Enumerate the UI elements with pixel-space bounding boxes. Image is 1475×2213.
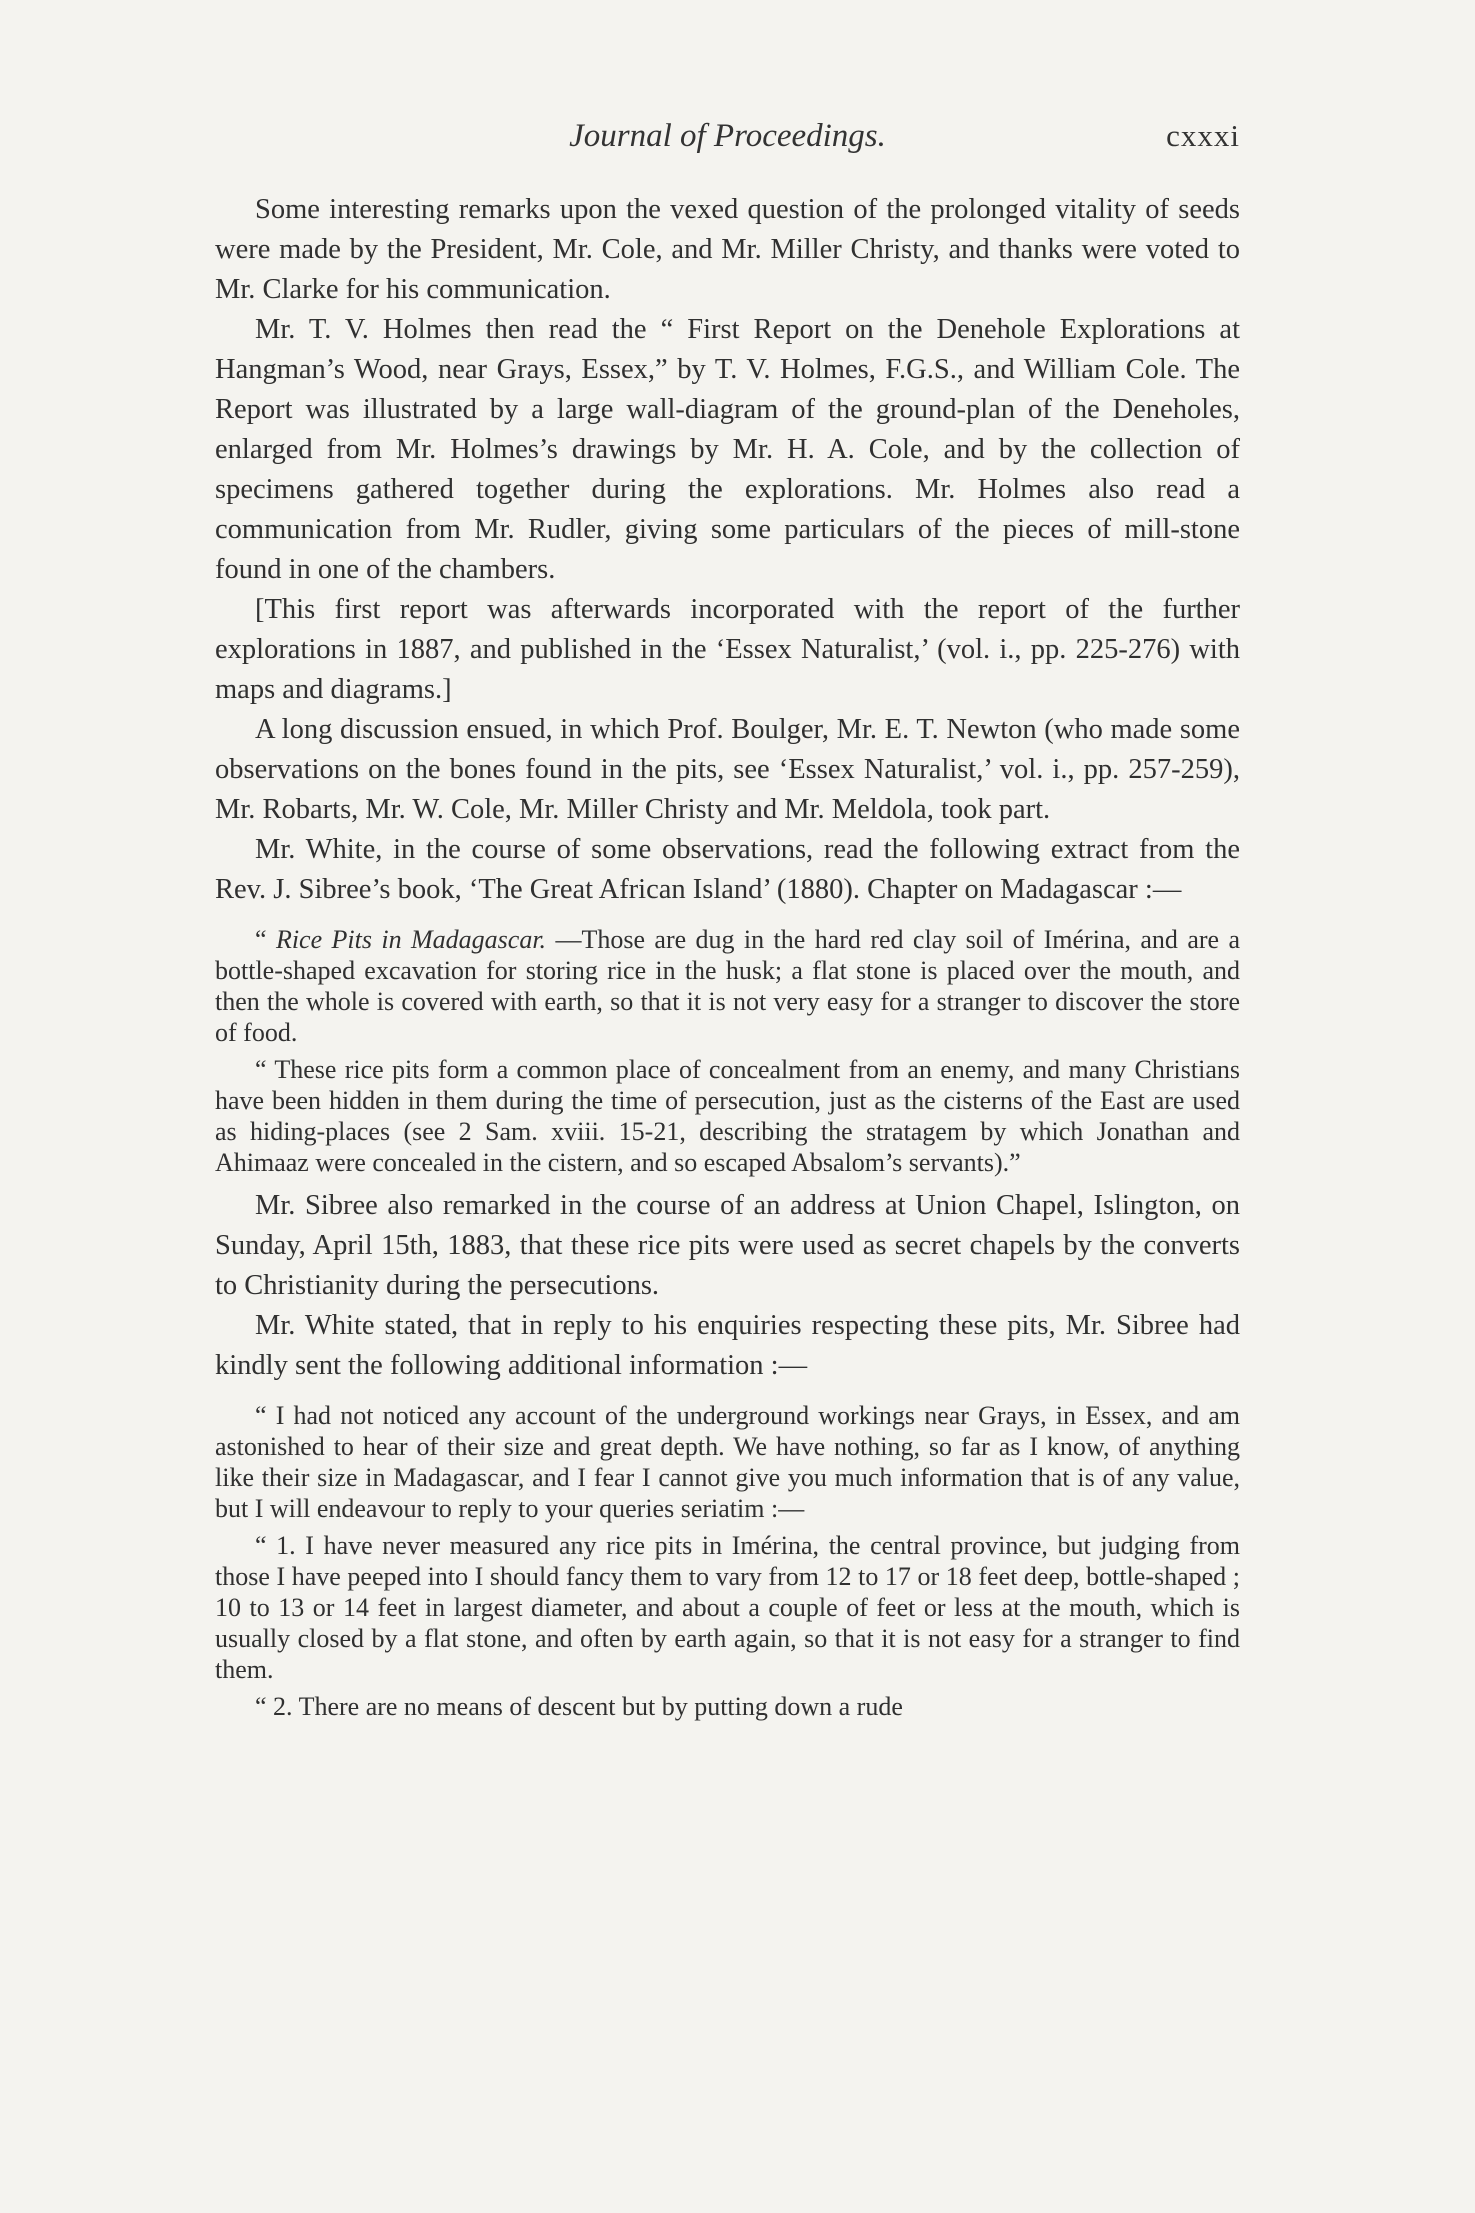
block-quote-letter: [215, 1400, 1240, 1722]
quote-text: —Those are dug in the hard red clay soil of Imérina, and are a bottle-shaped excavation for storing rice in the husk; a flat stone is placed over the mouth, and then the whole is covered with earth, so that it is not very easy for a stranger to discover the store of food.: [215, 925, 1240, 1047]
page-number: cxxxi: [1166, 118, 1240, 153]
paragraph: Mr. Sibree also remarked in the course of an address at Union Chapel, Islington, on Sunday, April 15th, 1883, that these rice pits were used as secret chapels by the converts to Christianity during the persecutions.: [215, 1190, 1240, 1301]
paragraph: A long discussion ensued, in which Prof. Boulger, Mr. E. T. Newton (who made some observations on the bones found in the pits, see ‘Essex Naturalist,’ vol. i., pp. 257-259), Mr. Robarts, Mr. W. Cole, Mr. Miller Christy and Mr. Meldola, took part.: [215, 714, 1240, 825]
block-quote-sibree: [215, 924, 1240, 1178]
page-body: [215, 190, 1240, 1730]
quote-paragraph: “ I had not noticed any account of the underground workings near Grays, in Essex, and am astonished to hear of their size and great depth. We have nothing, so far as I know, of anything like their size in Madagascar, and I fear I cannot give you much information that is of any value, but I will endeavour to reply to your queries seriatim :—: [215, 1401, 1240, 1523]
paragraph: Mr. White stated, that in reply to his enquiries respecting these pits, Mr. Sibree had kindly sent the following additional information :—: [215, 1310, 1240, 1381]
page-header: [215, 118, 1240, 168]
running-head: Journal of Proceedings.: [569, 118, 886, 154]
quote-title: Rice Pits in Madagascar.: [275, 925, 547, 954]
paragraph: Some interesting remarks upon the vexed question of the prolonged vitality of seeds were made by the President, Mr. Cole, and Mr. Miller Christy, and thanks were voted to Mr. Clarke for his communication.: [215, 194, 1240, 305]
quote-paragraph: “ 2. There are no means of descent but by putting down a rude: [255, 1692, 903, 1721]
paragraph: [This first report was afterwards incorporated with the report of the further explorations in 1887, and published in the ‘Essex Naturalist,’ (vol. i., pp. 225-276) with maps and diagrams.]: [215, 594, 1240, 705]
paragraph: Mr. White, in the course of some observations, read the following extract from the Rev. J. Sibree’s book, ‘The Great African Island’ (1880). Chapter on Madagascar :—: [215, 834, 1240, 905]
quote-paragraph: “ Rice Pits in Madagascar. —Those are dug in the hard red clay soil of Imérina, and are a bottle-shaped excavation for storing rice in the husk; a flat stone is placed over the mouth, and then the whole is covered with earth, so that it is not very easy for a stranger to discover the store of food.: [215, 925, 1240, 1047]
quote-paragraph: “ 1. I have never measured any rice pits in Imérina, the central province, but judging from those I have peeped into I should fancy them to vary from 12 to 17 or 18 feet deep, bottle-shaped ; 10 to 13 or 14 feet in largest diameter, and about a couple of feet or less at the mouth, which is usually closed by a flat stone, and often by earth again, so that it is not easy for a stranger to find them.: [215, 1531, 1240, 1684]
quote-paragraph: “ These rice pits form a common place of concealment from an enemy, and many Christians have been hidden in them during the time of persecution, just as the cisterns of the East are used as hiding-places (see 2 Sam. xviii. 15-21, describing the stratagem by which Jonathan and Ahimaaz were concealed in the cistern, and so escaped Absalom’s servants).”: [215, 1055, 1240, 1177]
paragraph: Mr. T. V. Holmes then read the “ First Report on the Denehole Explorations at Hangman’s Wood, near Grays, Essex,” by T. V. Holmes, F.G.S., and William Cole. The Report was illustrated by a large wall-diagram of the ground-plan of the Deneholes, enlarged from Mr. Holmes’s drawings by Mr. H. A. Cole, and by the collection of specimens gathered together during the explorations. Mr. Holmes also read a communication from Mr. Rudler, giving some particulars of the pieces of mill-stone found in one of the chambers.: [215, 314, 1240, 585]
